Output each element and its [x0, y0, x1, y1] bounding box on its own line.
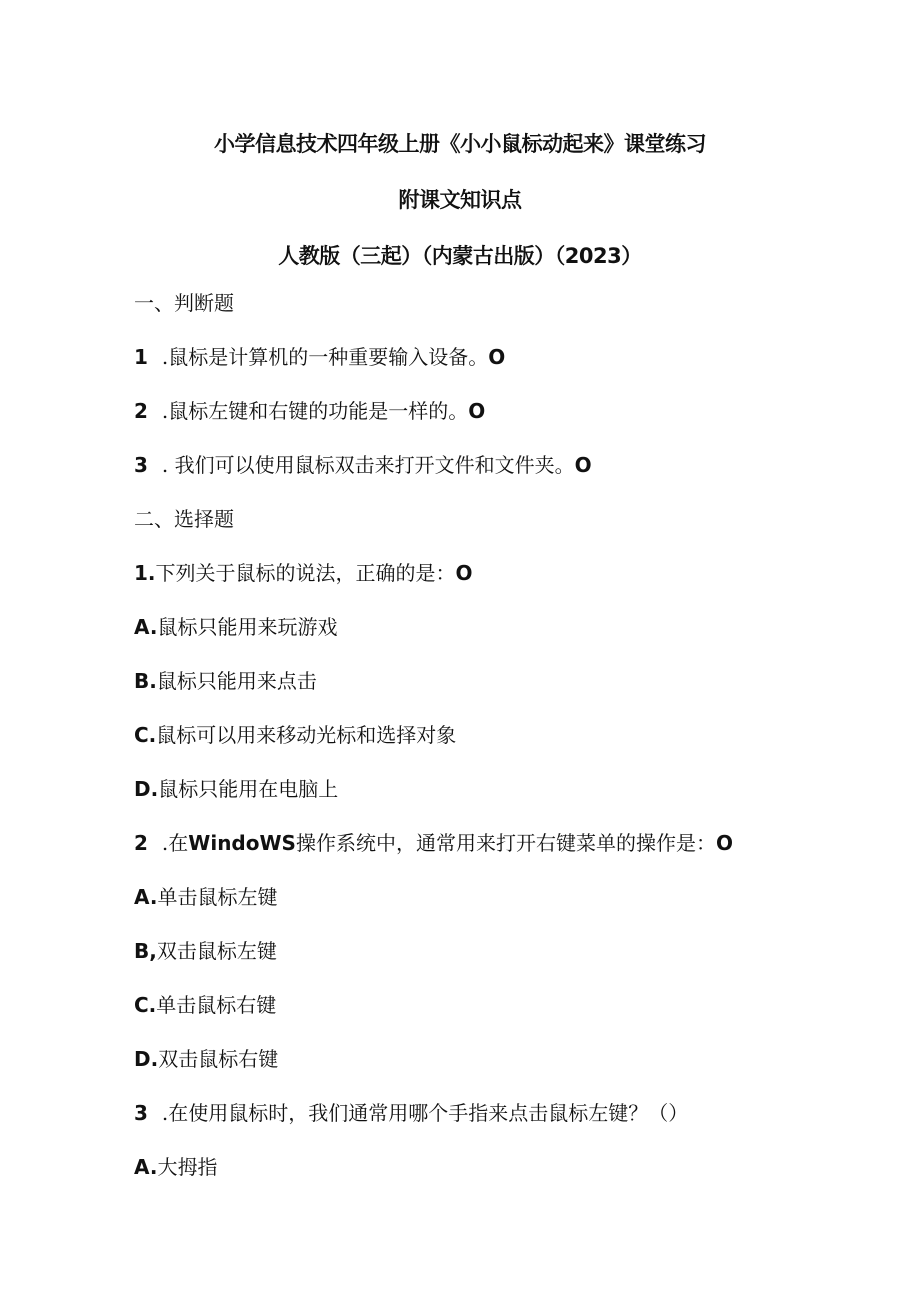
- option-text: 大拇指: [157, 1155, 218, 1179]
- question-number: 2: [134, 831, 148, 855]
- option-a: [134, 883, 277, 911]
- question-text-after: 操作系统中，通常用来打开右键菜单的操作是：: [295, 831, 716, 855]
- option-text: 鼠标只能用在电脑上: [158, 777, 339, 801]
- option-text: 单击鼠标左键: [157, 885, 278, 909]
- option-label: A.: [134, 1155, 158, 1179]
- option-c: [134, 991, 276, 1019]
- mc-question-3: [134, 1099, 688, 1127]
- tf-question-3: [134, 451, 592, 479]
- option-text: 鼠标只能用来玩游戏: [157, 615, 338, 639]
- answer-mark: O: [455, 561, 473, 585]
- option-label: B,: [134, 939, 157, 963]
- option-label: C.: [134, 993, 157, 1017]
- answer-mark: O: [488, 345, 506, 369]
- option-b: [134, 667, 317, 695]
- option-label: B.: [134, 669, 157, 693]
- question-number: 3: [134, 453, 148, 477]
- option-label: D.: [134, 777, 159, 801]
- answer-mark: O: [574, 453, 592, 477]
- question-text: . 我们可以使用鼠标双击来打开文件和文件夹。: [161, 453, 575, 477]
- question-number: 1: [134, 345, 148, 369]
- question-text-before: .在: [161, 831, 189, 855]
- option-text: 双击鼠标左键: [156, 939, 277, 963]
- document-edition: 人教版（三起）（内蒙古出版）（2023）: [278, 244, 642, 268]
- option-c: [134, 721, 456, 749]
- option-label: A.: [134, 885, 158, 909]
- question-keyword: WindoWS: [188, 831, 296, 855]
- question-number: 1.: [134, 561, 156, 585]
- section-heading-true-false: 一、判断题: [134, 291, 234, 315]
- option-text: 鼠标只能用来点击: [156, 669, 317, 693]
- option-label: A.: [134, 615, 158, 639]
- mc-question-1: [134, 559, 473, 587]
- tf-question-1: [134, 343, 505, 371]
- question-text: .鼠标左键和右键的功能是一样的。: [161, 399, 469, 423]
- question-text: 下列关于鼠标的说法，正确的是：: [155, 561, 456, 585]
- answer-mark: O: [468, 399, 486, 423]
- option-text: 双击鼠标右键: [158, 1047, 279, 1071]
- question-number: 2: [134, 399, 148, 423]
- tf-question-2: [134, 397, 485, 425]
- option-d: [134, 1045, 278, 1073]
- option-a: [134, 613, 337, 641]
- option-label: C.: [134, 723, 157, 747]
- option-d: [134, 775, 338, 803]
- answer-mark: O: [715, 831, 733, 855]
- option-text: 单击鼠标右键: [156, 993, 277, 1017]
- question-text: .在使用鼠标时，我们通常用哪个手指来点击鼠标左键？（）: [161, 1101, 689, 1125]
- option-b: [134, 937, 277, 965]
- question-number: 3: [134, 1101, 148, 1125]
- option-a: [134, 1153, 217, 1181]
- option-text: 鼠标可以用来移动光标和选择对象: [156, 723, 457, 747]
- document-title: 小学信息技术四年级上册《小小鼠标动起来》课堂练习: [214, 132, 706, 156]
- mc-question-2: [134, 829, 733, 857]
- document-subtitle: 附课文知识点: [398, 188, 522, 212]
- question-text: .鼠标是计算机的一种重要输入设备。: [161, 345, 489, 369]
- section-heading-multiple-choice: 二、选择题: [134, 507, 234, 531]
- option-label: D.: [134, 1047, 159, 1071]
